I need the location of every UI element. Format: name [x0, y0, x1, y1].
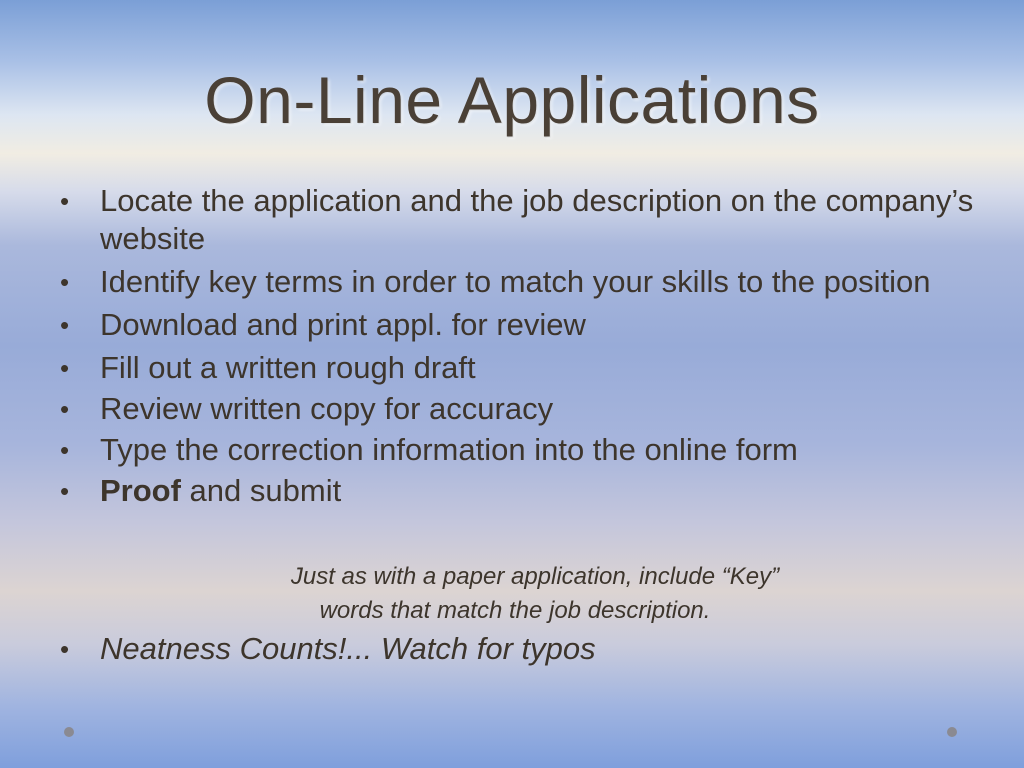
bullet-text: Locate the application and the job description on the company’s website [100, 183, 974, 256]
note-line: words that match the job description. [319, 597, 711, 624]
bullet-icon: • [60, 634, 70, 664]
bullet-item [58, 306, 978, 344]
bullet-text: Identify key terms in order to match your skills to the position [100, 264, 931, 299]
decorative-dot-right [947, 727, 957, 737]
bullet-text: and submit [180, 473, 342, 508]
note-line: Just as with a paper application, include “Key” [290, 563, 780, 590]
note-text [0, 560, 1024, 628]
bullet-item [58, 349, 978, 387]
bullet-list [58, 182, 978, 513]
bullet-icon: • [60, 310, 70, 340]
bullet-text: Fill out a written rough draft [100, 350, 476, 385]
bullet-icon: • [60, 476, 70, 506]
bullet-icon: • [60, 394, 70, 424]
bullet-text: Type the correction information into the online form [100, 432, 798, 467]
bullet-icon: • [60, 267, 70, 297]
bullet-icon: • [60, 435, 70, 465]
bullet-icon: • [60, 186, 70, 216]
bullet-icon: • [60, 353, 70, 383]
decorative-dot-left [64, 727, 74, 737]
bullet-item [58, 182, 978, 258]
bullet-text: Review written copy for accuracy [100, 391, 554, 426]
bullet-item [58, 263, 978, 301]
bullet-item-final [58, 630, 1020, 668]
bullet-text: Neatness Counts!... Watch for typos [100, 631, 596, 666]
slide-title: On-Line Applications [204, 63, 820, 137]
proof-emphasis: Proof [100, 473, 181, 508]
bullet-item-proof [58, 472, 978, 510]
bullet-item [58, 431, 978, 469]
bullet-text: Download and print appl. for review [100, 307, 586, 342]
bullet-item [58, 390, 978, 428]
